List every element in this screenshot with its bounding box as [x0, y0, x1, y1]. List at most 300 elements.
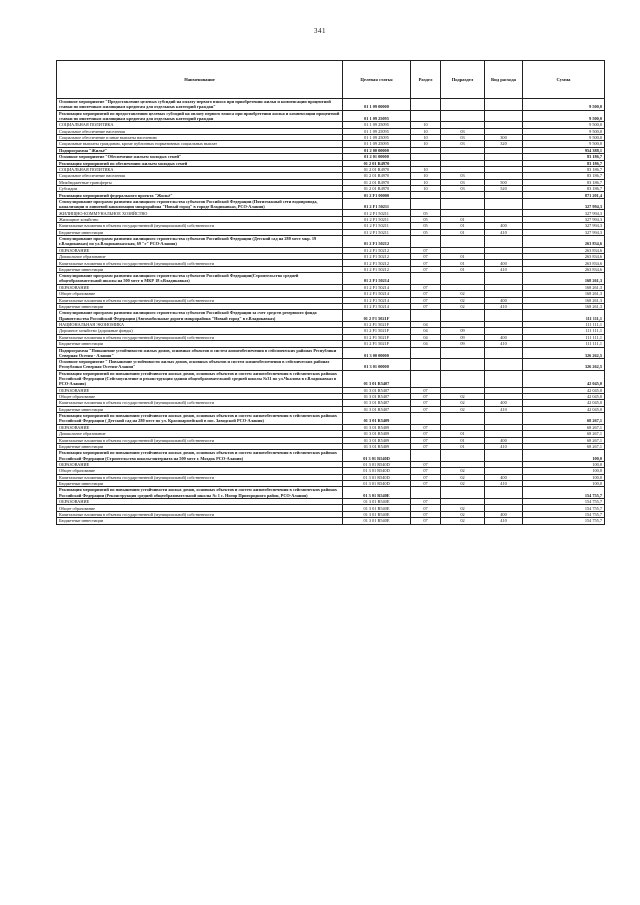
row-amount-cell: 111 111,1 — [523, 321, 605, 327]
row-expense-type-cell: 400 — [485, 474, 523, 480]
table-row — [57, 310, 605, 322]
table-row — [57, 236, 605, 248]
row-section-cell: 10 — [411, 173, 441, 179]
row-name-cell: Реализация мероприятий по повышению устойчивости жилых домов, основных объектов и систем жизнеобеспечения в сейсмических районах Российской Федерации ( Детский сад на 280 мест по ул. Красноармейской в пос. Заводской РСО-Алания) — [57, 413, 343, 425]
row-name-cell: Стимулирование программ развития жилищного строительства субъектов Российской Федерации (Пятиэтажный сети водопровода, канализации и ливневой канализации микрорайона "Новый город" в городе Владикавказ, РСО-Алания) — [57, 198, 343, 210]
row-code-cell: 01 2 F1 5021F — [343, 310, 411, 322]
row-amount-cell: 168 261,3 — [523, 273, 605, 285]
row-name-cell: Жилищное хозяйство — [57, 216, 343, 222]
row-subsection-cell — [441, 413, 485, 425]
row-amount-cell: 154 755,7 — [523, 487, 605, 499]
row-name-cell: Капитальные вложения в объекты государственной (муниципальной) собственности — [57, 297, 343, 303]
row-subsection-cell: 02 — [441, 468, 485, 474]
row-name-cell: ОБРАЗОВАНИЕ — [57, 247, 343, 253]
row-code-cell: 01 2 01 00000 — [343, 154, 411, 160]
row-section-cell — [411, 99, 441, 111]
row-subsection-cell: 09 — [441, 328, 485, 334]
row-name-cell: Капитальные вложения в объекты государственной (муниципальной) собственности — [57, 511, 343, 517]
row-code-cell: 01 3 01 R540E — [343, 518, 411, 524]
row-section-cell: 05 — [411, 216, 441, 222]
row-expense-type-cell — [485, 450, 523, 462]
row-code-cell: 01 3 01 R5409 — [343, 413, 411, 425]
row-subsection-cell: 02 — [441, 481, 485, 487]
row-amount-cell: 83 186,7 — [523, 166, 605, 172]
row-expense-type-cell: 400 — [485, 400, 523, 406]
row-code-cell: 01 1 09 25095 — [343, 122, 411, 128]
row-expense-type-cell — [485, 310, 523, 322]
row-section-cell: 07 — [411, 518, 441, 524]
row-expense-type-cell: 400 — [485, 334, 523, 340]
row-section-cell: 04 — [411, 341, 441, 347]
row-amount-cell: 83 186,7 — [523, 179, 605, 185]
row-code-cell: 01 3 01 R5409 — [343, 443, 411, 449]
row-name-cell: Бюджетные инвестиции — [57, 341, 343, 347]
row-subsection-cell: 01 — [441, 254, 485, 260]
row-amount-cell: 9 500,0 — [523, 128, 605, 134]
row-code-cell: 01 3 01 R540D — [343, 468, 411, 474]
header-code: Целевая статья — [343, 61, 411, 99]
row-amount-cell: 68 267,1 — [523, 431, 605, 437]
row-amount-cell: 327 994,3 — [523, 216, 605, 222]
row-section-cell: 05 — [411, 229, 441, 235]
row-subsection-cell — [441, 370, 485, 387]
row-amount-cell: 327 994,3 — [523, 229, 605, 235]
row-amount-cell: 9 500,0 — [523, 134, 605, 140]
row-name-cell: Основное мероприятие " Повышение устойчивости жилых домов, основных объектов и систем жизнеобеспечения в сейсмических районах Республики Северная Осетия-Алания" — [57, 359, 343, 371]
row-code-cell: 01 2 F1 50212 — [343, 247, 411, 253]
row-name-cell: Реализация мероприятий федерального проекта "Жильё" — [57, 192, 343, 198]
row-section-cell: 07 — [411, 266, 441, 272]
row-expense-type-cell: 400 — [485, 297, 523, 303]
row-section-cell: 07 — [411, 291, 441, 297]
row-name-cell: Основное мероприятие "Предоставление целевых субсидий на оплату первого взноса при приобретении жилья и компенсации процентной ставки по ипотечным жилищным кредитам для отдельных категорий граждан" — [57, 99, 343, 111]
row-section-cell: 07 — [411, 461, 441, 467]
row-name-cell: Стимулирование программ развития жилищного строительства субъектов Российской Федерации (Детский сад на 280 мест мкр. 19 г.Владикавказ) по ул.Владикавказская, 69 "г" РСО-Алания) — [57, 236, 343, 248]
table-row — [57, 198, 605, 210]
row-expense-type-cell: 400 — [485, 223, 523, 229]
row-amount-cell: 326 262,5 — [523, 359, 605, 371]
header-name: Наименование — [57, 61, 343, 99]
row-section-cell — [411, 370, 441, 387]
row-amount-cell: 111 111,1 — [523, 334, 605, 340]
row-code-cell: 01 3 01 R540D — [343, 481, 411, 487]
row-expense-type-cell: 410 — [485, 266, 523, 272]
row-name-cell: Социальное обеспечение и иные выплаты населению — [57, 134, 343, 140]
row-code-cell: 01 2 F1 50212 — [343, 254, 411, 260]
table-header-row — [57, 61, 605, 99]
row-amount-cell: 83 186,7 — [523, 160, 605, 166]
table-row — [57, 518, 605, 524]
row-code-cell: 01 2 F1 50212 — [343, 260, 411, 266]
row-code-cell: 01 2 F1 50212 — [343, 266, 411, 272]
table-row — [57, 347, 605, 359]
row-subsection-cell: 03 — [441, 173, 485, 179]
row-expense-type-cell: 410 — [485, 443, 523, 449]
row-name-cell: СОЦИАЛЬНАЯ ПОЛИТИКА — [57, 122, 343, 128]
row-code-cell: 01 2 F1 50211 — [343, 210, 411, 216]
row-code-cell: 01 2 F1 50211 — [343, 216, 411, 222]
row-name-cell: ОБРАЗОВАНИЕ — [57, 284, 343, 290]
row-expense-type-cell — [485, 487, 523, 499]
table-row — [57, 370, 605, 387]
row-code-cell: 01 3 00 00000 — [343, 347, 411, 359]
budget-table — [56, 60, 605, 525]
row-code-cell: 01 2 F1 50214 — [343, 297, 411, 303]
row-code-cell: 01 2 F1 00000 — [343, 192, 411, 198]
row-section-cell: 07 — [411, 431, 441, 437]
row-section-cell: 10 — [411, 122, 441, 128]
row-subsection-cell: 01 — [441, 223, 485, 229]
row-subsection-cell — [441, 110, 485, 122]
row-section-cell: 07 — [411, 387, 441, 393]
row-name-cell: Реализация мероприятий по повышению устойчивости жилых домов, основных объектов и систем жизнеобеспечения в сейсмических районах Российской Федерации (Сейсмоусиление и реконструкция здания общеобразовательной средней школы №31 по ул.Чкалова в г.Владикавказ в РСО-Алания) — [57, 370, 343, 387]
row-section-cell: 10 — [411, 134, 441, 140]
row-code-cell: 01 3 01 R5407 — [343, 400, 411, 406]
row-section-cell: 07 — [411, 254, 441, 260]
row-name-cell: Дошкольное образование — [57, 254, 343, 260]
row-amount-cell: 100,0 — [523, 450, 605, 462]
row-amount-cell: 168 261,3 — [523, 303, 605, 309]
row-subsection-cell: 03 — [441, 179, 485, 185]
header-amount: Сумма — [523, 61, 605, 99]
row-section-cell — [411, 198, 441, 210]
row-section-cell: 07 — [411, 303, 441, 309]
row-code-cell: 01 3 01 R540D — [343, 474, 411, 480]
row-section-cell: 07 — [411, 481, 441, 487]
row-name-cell: Общее образование — [57, 468, 343, 474]
row-section-cell: 07 — [411, 468, 441, 474]
row-subsection-cell: 01 — [441, 260, 485, 266]
row-name-cell: Капитальные вложения в объекты государственной (муниципальной) собственности — [57, 400, 343, 406]
row-code-cell: 01 2 01 R4970 — [343, 186, 411, 192]
row-expense-type-cell: 300 — [485, 134, 523, 140]
row-section-cell: 07 — [411, 424, 441, 430]
row-code-cell: 01 1 09 25095 — [343, 128, 411, 134]
row-subsection-cell: 02 — [441, 291, 485, 297]
row-code-cell: 01 3 01 R5409 — [343, 437, 411, 443]
row-name-cell: ОБРАЗОВАНИЕ — [57, 387, 343, 393]
row-name-cell: Социальное обеспечение населения — [57, 128, 343, 134]
row-code-cell: 01 1 09 25095 — [343, 141, 411, 147]
header-subsection: Подраздел — [441, 61, 485, 99]
row-name-cell: Общее образование — [57, 393, 343, 399]
row-name-cell: Бюджетные инвестиции — [57, 518, 343, 524]
row-name-cell: Бюджетные инвестиции — [57, 406, 343, 412]
row-name-cell: ОБРАЗОВАНИЕ — [57, 499, 343, 505]
row-code-cell: 01 3 01 R5407 — [343, 370, 411, 387]
row-expense-type-cell: 520 — [485, 186, 523, 192]
row-amount-cell: 111 111,1 — [523, 310, 605, 322]
row-subsection-cell: 01 — [441, 266, 485, 272]
row-name-cell: Общее образование — [57, 505, 343, 511]
row-subsection-cell: 02 — [441, 511, 485, 517]
row-name-cell: Реализация мероприятий по предоставлению целевых субсидий на оплату первого взноса при приобретении жилья и компенсации процентной ставки по ипотечным жилищным кредитам для отдельных категорий граждан — [57, 110, 343, 122]
row-code-cell: 01 2 F1 5021F — [343, 334, 411, 340]
row-code-cell: 01 2 F1 50214 — [343, 284, 411, 290]
row-subsection-cell — [441, 347, 485, 359]
row-name-cell: Капитальные вложения в объекты государственной (муниципальной) собственности — [57, 437, 343, 443]
row-amount-cell: 68 267,1 — [523, 413, 605, 425]
row-subsection-cell: 01 — [441, 216, 485, 222]
row-code-cell: 01 1 09 00000 — [343, 99, 411, 111]
row-amount-cell: 327 994,3 — [523, 210, 605, 216]
table-row — [57, 110, 605, 122]
row-code-cell: 01 2 F1 50211 — [343, 198, 411, 210]
row-subsection-cell — [441, 99, 485, 111]
row-subsection-cell: 03 — [441, 134, 485, 140]
row-amount-cell: 42 045,0 — [523, 400, 605, 406]
row-code-cell: 01 3 01 00000 — [343, 359, 411, 371]
row-amount-cell: 100,0 — [523, 474, 605, 480]
row-section-cell: 10 — [411, 141, 441, 147]
row-code-cell: 01 3 01 R540E — [343, 505, 411, 511]
row-code-cell: 01 3 01 R5407 — [343, 387, 411, 393]
row-amount-cell: 326 262,5 — [523, 347, 605, 359]
row-expense-type-cell — [485, 236, 523, 248]
row-name-cell: Бюджетные инвестиции — [57, 443, 343, 449]
row-code-cell: 01 3 01 R5409 — [343, 424, 411, 430]
table-row — [57, 487, 605, 499]
row-subsection-cell — [441, 310, 485, 322]
table-row — [57, 273, 605, 285]
row-name-cell: Дорожное хозяйство (дорожные фонды) — [57, 328, 343, 334]
row-code-cell: 01 2 F1 50211 — [343, 229, 411, 235]
row-subsection-cell: 01 — [441, 437, 485, 443]
row-section-cell: 07 — [411, 499, 441, 505]
row-subsection-cell — [441, 359, 485, 371]
row-section-cell: 07 — [411, 260, 441, 266]
row-amount-cell: 168 261,3 — [523, 297, 605, 303]
row-amount-cell: 263 834,6 — [523, 254, 605, 260]
row-amount-cell: 111 111,1 — [523, 341, 605, 347]
row-name-cell: Капитальные вложения в объекты государственной (муниципальной) собственности — [57, 334, 343, 340]
row-amount-cell: 263 834,6 — [523, 260, 605, 266]
row-subsection-cell: 01 — [441, 443, 485, 449]
row-code-cell: 01 3 01 R540E — [343, 487, 411, 499]
row-section-cell — [411, 310, 441, 322]
row-expense-type-cell — [485, 359, 523, 371]
row-expense-type-cell: 400 — [485, 437, 523, 443]
row-amount-cell: 263 834,6 — [523, 247, 605, 253]
row-amount-cell: 68 267,1 — [523, 437, 605, 443]
row-section-cell: 07 — [411, 406, 441, 412]
row-name-cell: Стимулирование программ развития жилищного строительства субъектов Российской Федерации(Строительство средней общеобразовательной школы на 500 мест в МКР 18 г.Владикавказ) — [57, 273, 343, 285]
row-section-cell: 04 — [411, 321, 441, 327]
row-subsection-cell: 03 — [441, 186, 485, 192]
row-section-cell: 07 — [411, 297, 441, 303]
row-amount-cell: 168 261,3 — [523, 284, 605, 290]
row-subsection-cell — [441, 487, 485, 499]
row-expense-type-cell — [485, 99, 523, 111]
row-code-cell: 01 3 01 R540D — [343, 461, 411, 467]
row-name-cell: Бюджетные инвестиции — [57, 481, 343, 487]
row-section-cell — [411, 110, 441, 122]
row-name-cell: Капитальные вложения в объекты государственной (муниципальной) собственности — [57, 223, 343, 229]
row-name-cell: НАЦИОНАЛЬНАЯ ЭКОНОМИКА — [57, 321, 343, 327]
row-amount-cell: 42 045,0 — [523, 370, 605, 387]
row-section-cell: 07 — [411, 511, 441, 517]
row-name-cell: ЖИЛИЩНО-КОММУНАЛЬНОЕ ХОЗЯЙСТВО — [57, 210, 343, 216]
row-section-cell — [411, 236, 441, 248]
row-subsection-cell: 09 — [441, 341, 485, 347]
row-amount-cell: 871 201,4 — [523, 192, 605, 198]
row-amount-cell: 42 045,0 — [523, 406, 605, 412]
row-amount-cell: 83 186,7 — [523, 186, 605, 192]
row-amount-cell: 263 834,6 — [523, 266, 605, 272]
row-section-cell: 07 — [411, 393, 441, 399]
row-name-cell: Реализация мероприятий по повышению устойчивости жилых домов, основных объектов и систем жизнеобеспечения в сейсмических районах Российской Федерации (Строительство школы-интерната на 500 мест г. Моздок РСО-Алания) — [57, 450, 343, 462]
row-amount-cell: 154 755,7 — [523, 518, 605, 524]
row-section-cell: 05 — [411, 223, 441, 229]
row-amount-cell: 954 388,1 — [523, 147, 605, 153]
row-expense-type-cell — [485, 413, 523, 425]
row-subsection-cell: 02 — [441, 393, 485, 399]
row-code-cell: 01 3 01 R540E — [343, 499, 411, 505]
row-expense-type-cell: 410 — [485, 481, 523, 487]
row-amount-cell: 154 755,7 — [523, 499, 605, 505]
row-section-cell: 04 — [411, 328, 441, 334]
row-amount-cell: 327 994,3 — [523, 223, 605, 229]
row-expense-type-cell: 410 — [485, 518, 523, 524]
row-amount-cell: 42 045,0 — [523, 393, 605, 399]
row-name-cell: Стимулирование программ развития жилищного строительства субъектов Российской Федерации за счет средств резервного фонда Правительства Российской Федерации (Автомобильные дороги микрорайона "Новый город" в г.Владикавказ) — [57, 310, 343, 322]
row-code-cell: 01 2 01 R4970 — [343, 179, 411, 185]
row-code-cell: 01 3 01 R540D — [343, 450, 411, 462]
row-amount-cell: 154 755,7 — [523, 505, 605, 511]
row-name-cell: Бюджетные инвестиции — [57, 303, 343, 309]
row-expense-type-cell — [485, 370, 523, 387]
row-amount-cell: 168 261,3 — [523, 291, 605, 297]
row-subsection-cell — [441, 273, 485, 285]
table-row — [57, 413, 605, 425]
row-expense-type-cell — [485, 110, 523, 122]
row-subsection-cell: 02 — [441, 303, 485, 309]
row-name-cell: Бюджетные инвестиции — [57, 266, 343, 272]
table-row — [57, 359, 605, 371]
row-section-cell: 07 — [411, 284, 441, 290]
row-section-cell: 07 — [411, 443, 441, 449]
row-expense-type-cell: 410 — [485, 303, 523, 309]
row-code-cell: 01 3 01 R5407 — [343, 393, 411, 399]
row-amount-cell: 83 186,7 — [523, 173, 605, 179]
row-subsection-cell: 01 — [441, 229, 485, 235]
row-section-cell: 10 — [411, 179, 441, 185]
row-amount-cell: 42 045,0 — [523, 387, 605, 393]
row-section-cell: 04 — [411, 334, 441, 340]
row-name-cell: Социальное обеспечение населения — [57, 173, 343, 179]
row-code-cell: 01 3 01 R5407 — [343, 406, 411, 412]
table-row — [57, 450, 605, 462]
row-code-cell: 01 2 F1 50212 — [343, 236, 411, 248]
table-row — [57, 99, 605, 111]
header-expense-type: Вид расхода — [485, 61, 523, 99]
row-amount-cell: 83 186,7 — [523, 154, 605, 160]
row-code-cell: 01 2 01 R4970 — [343, 166, 411, 172]
row-name-cell: Межбюджетные трансферты — [57, 179, 343, 185]
row-section-cell — [411, 273, 441, 285]
row-expense-type-cell — [485, 198, 523, 210]
row-name-cell: Капитальные вложения в объекты государственной (муниципальной) собственности — [57, 260, 343, 266]
row-section-cell — [411, 450, 441, 462]
row-name-cell: Капитальные вложения в объекты государственной (муниципальной) собственности — [57, 474, 343, 480]
row-subsection-cell: 03 — [441, 141, 485, 147]
page-number: 341 — [314, 27, 326, 35]
row-section-cell: 10 — [411, 166, 441, 172]
row-subsection-cell: 01 — [441, 431, 485, 437]
row-section-cell: 05 — [411, 210, 441, 216]
row-name-cell: Подпрограмма "Жильё" — [57, 147, 343, 153]
row-code-cell: 01 2 01 R4970 — [343, 160, 411, 166]
row-amount-cell: 100,0 — [523, 481, 605, 487]
row-amount-cell: 9 500,0 — [523, 122, 605, 128]
row-name-cell: СОЦИАЛЬНАЯ ПОЛИТИКА — [57, 166, 343, 172]
row-code-cell: 01 2 F1 5021F — [343, 341, 411, 347]
row-section-cell: 07 — [411, 247, 441, 253]
row-subsection-cell: 02 — [441, 297, 485, 303]
row-amount-cell: 100,0 — [523, 468, 605, 474]
row-section-cell: 07 — [411, 400, 441, 406]
row-section-cell — [411, 359, 441, 371]
row-section-cell — [411, 347, 441, 359]
row-code-cell: 01 2 01 R4970 — [343, 173, 411, 179]
row-amount-cell: 100,0 — [523, 461, 605, 467]
row-section-cell — [411, 487, 441, 499]
row-name-cell: Бюджетные инвестиции — [57, 229, 343, 235]
row-expense-type-cell: 410 — [485, 341, 523, 347]
header-section: Раздел — [411, 61, 441, 99]
row-expense-type-cell: 410 — [485, 229, 523, 235]
row-section-cell: 07 — [411, 505, 441, 511]
row-code-cell: 01 2 00 00000 — [343, 147, 411, 153]
row-expense-type-cell: 410 — [485, 406, 523, 412]
row-expense-type-cell: 500 — [485, 179, 523, 185]
row-amount-cell: 9 500,0 — [523, 110, 605, 122]
row-subsection-cell: 02 — [441, 400, 485, 406]
row-code-cell: 01 2 F1 50214 — [343, 273, 411, 285]
row-subsection-cell: 02 — [441, 474, 485, 480]
row-subsection-cell: 09 — [441, 334, 485, 340]
row-name-cell: Общее образование — [57, 291, 343, 297]
row-subsection-cell — [441, 450, 485, 462]
row-code-cell: 01 1 09 25095 — [343, 110, 411, 122]
row-code-cell: 01 1 09 25095 — [343, 134, 411, 140]
row-section-cell: 10 — [411, 186, 441, 192]
row-name-cell: Реализация мероприятий по повышению устойчивости жилых домов, основных объектов и систем жизнеобеспечения в сейсмических районах Российской Федерации (Реконструкция средней общеобразовательной школы № 1 с. Ногир Пригородного район, РСО-Алания) — [57, 487, 343, 499]
row-code-cell: 01 2 F1 50214 — [343, 291, 411, 297]
row-code-cell: 01 3 01 R5409 — [343, 431, 411, 437]
row-amount-cell: 327 994,3 — [523, 198, 605, 210]
row-amount-cell: 9 500,0 — [523, 99, 605, 111]
row-section-cell — [411, 413, 441, 425]
row-section-cell: 07 — [411, 437, 441, 443]
row-subsection-cell — [441, 198, 485, 210]
row-amount-cell: 68 267,1 — [523, 443, 605, 449]
row-name-cell: ОБРАЗОВАНИЕ — [57, 424, 343, 430]
row-code-cell: 01 2 F1 5021F — [343, 321, 411, 327]
row-expense-type-cell: 320 — [485, 141, 523, 147]
row-code-cell: 01 3 01 R540E — [343, 511, 411, 517]
row-amount-cell: 9 500,0 — [523, 141, 605, 147]
row-amount-cell: 263 834,6 — [523, 236, 605, 248]
row-amount-cell: 111 111,1 — [523, 328, 605, 334]
table-body — [57, 99, 605, 525]
row-name-cell: ОБРАЗОВАНИЕ — [57, 461, 343, 467]
row-subsection-cell: 03 — [441, 128, 485, 134]
row-amount-cell: 154 755,7 — [523, 511, 605, 517]
row-name-cell: Основное мероприятие "Обеспечение жильем молодых семей" — [57, 154, 343, 160]
row-code-cell: 01 2 F1 5021F — [343, 328, 411, 334]
row-name-cell: Социальные выплаты гражданам, кроме публичных нормативных социальных выплат — [57, 141, 343, 147]
